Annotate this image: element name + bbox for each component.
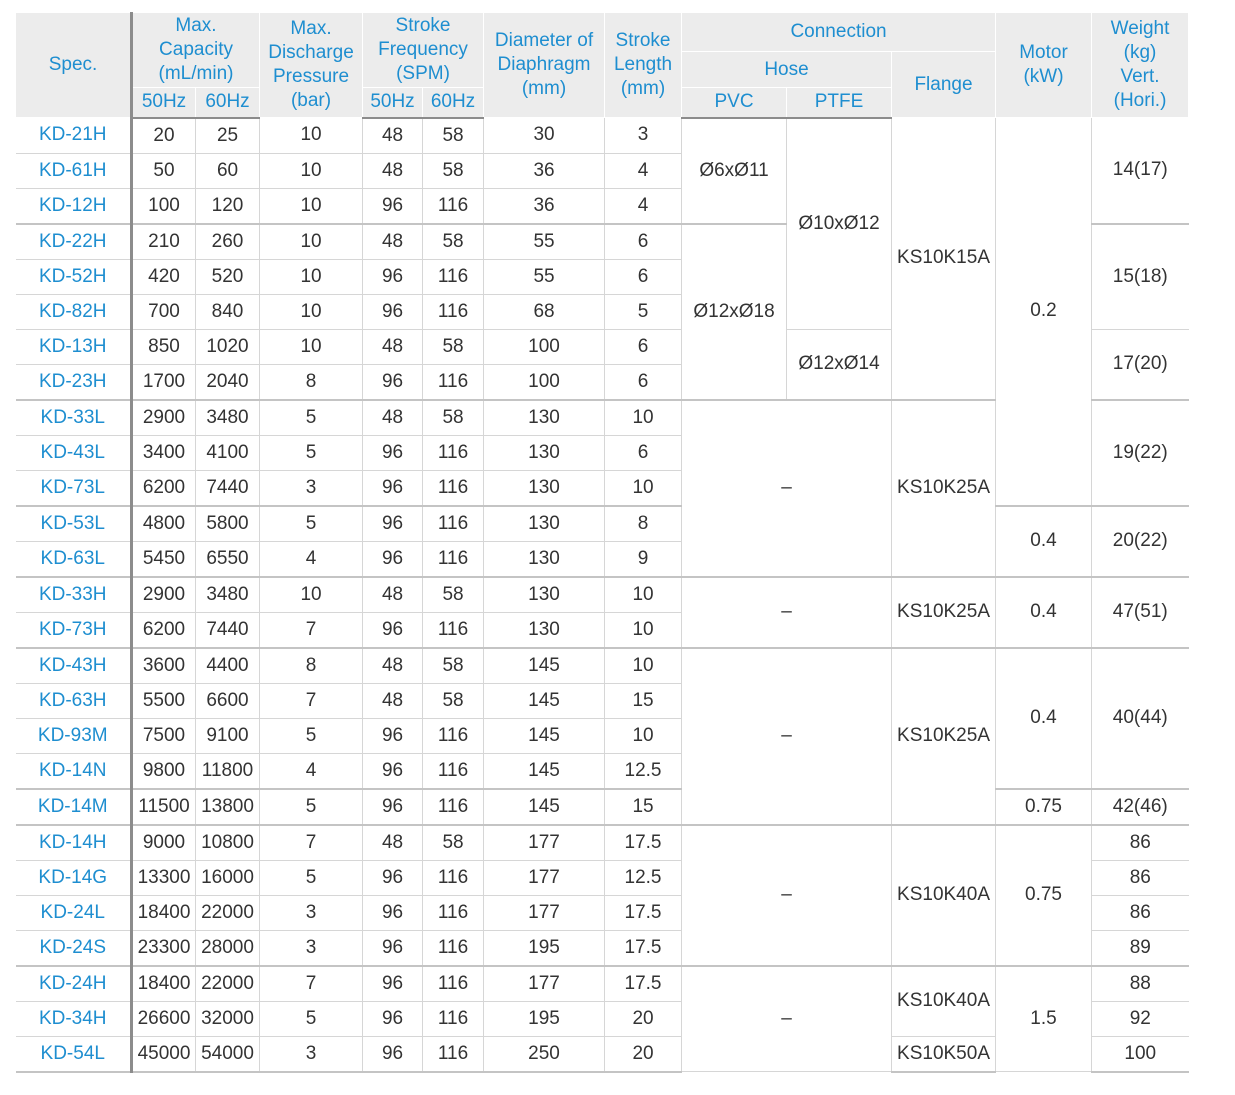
spm-60hz-cell: 116 xyxy=(423,541,484,577)
header-capacity: Max. Capacity (mL/min) xyxy=(132,13,260,88)
spm-50hz-cell: 96 xyxy=(363,541,423,577)
spm-50hz-cell: 96 xyxy=(363,789,423,825)
spm-60hz-cell: 116 xyxy=(423,718,484,753)
spec-cell: KD-63H xyxy=(16,683,132,718)
pressure-cell: 10 xyxy=(260,118,363,154)
spm-60hz-cell: 116 xyxy=(423,435,484,470)
header-capacity-60hz: 60Hz xyxy=(196,88,260,118)
flange-cell: KS10K25A xyxy=(892,577,996,648)
header-connection: Connection xyxy=(682,13,996,52)
flange-cell: KS10K50A xyxy=(892,1036,996,1072)
spm-50hz-cell: 96 xyxy=(363,259,423,294)
spec-cell: KD-43L xyxy=(16,435,132,470)
capacity-60hz-cell: 2040 xyxy=(196,364,260,400)
capacity-60hz-cell: 6600 xyxy=(196,683,260,718)
capacity-50hz-cell: 26600 xyxy=(132,1001,196,1036)
capacity-50hz-cell: 4800 xyxy=(132,506,196,542)
diameter-cell: 130 xyxy=(484,541,605,577)
capacity-60hz-cell: 840 xyxy=(196,294,260,329)
diameter-cell: 130 xyxy=(484,506,605,542)
motor-cell: 0.75 xyxy=(996,789,1092,825)
capacity-50hz-cell: 5500 xyxy=(132,683,196,718)
stroke-length-cell: 10 xyxy=(605,648,682,684)
spec-cell: KD-14M xyxy=(16,789,132,825)
spec-cell: KD-22H xyxy=(16,224,132,260)
capacity-60hz-cell: 5800 xyxy=(196,506,260,542)
stroke-length-cell: 4 xyxy=(605,153,682,188)
spm-60hz-cell: 116 xyxy=(423,860,484,895)
header-pvc: PVC xyxy=(682,88,787,118)
pressure-cell: 3 xyxy=(260,895,363,930)
diameter-cell: 30 xyxy=(484,118,605,154)
stroke-length-cell: 6 xyxy=(605,259,682,294)
spm-50hz-cell: 96 xyxy=(363,188,423,224)
stroke-length-cell: 10 xyxy=(605,718,682,753)
table-row xyxy=(16,825,1189,861)
capacity-50hz-cell: 11500 xyxy=(132,789,196,825)
spm-60hz-cell: 58 xyxy=(423,400,484,436)
stroke-length-cell: 10 xyxy=(605,400,682,436)
header-spm-50hz: 50Hz xyxy=(363,88,423,118)
table-row xyxy=(16,577,1189,613)
spec-cell: KD-14G xyxy=(16,860,132,895)
hose-full-cell: – xyxy=(682,400,892,577)
pressure-cell: 10 xyxy=(260,577,363,613)
spm-50hz-cell: 48 xyxy=(363,577,423,613)
header-hose: Hose xyxy=(682,52,892,88)
spm-60hz-cell: 58 xyxy=(423,224,484,260)
pressure-cell: 5 xyxy=(260,1001,363,1036)
pressure-cell: 10 xyxy=(260,224,363,260)
spec-cell: KD-61H xyxy=(16,153,132,188)
pressure-cell: 10 xyxy=(260,188,363,224)
spm-50hz-cell: 96 xyxy=(363,930,423,966)
spm-60hz-cell: 116 xyxy=(423,966,484,1002)
diameter-cell: 130 xyxy=(484,470,605,506)
spm-50hz-cell: 96 xyxy=(363,1036,423,1072)
capacity-50hz-cell: 6200 xyxy=(132,470,196,506)
capacity-50hz-cell: 23300 xyxy=(132,930,196,966)
pressure-cell: 3 xyxy=(260,470,363,506)
header-pressure: Max. Discharge Pressure (bar) xyxy=(260,13,363,118)
stroke-length-cell: 17.5 xyxy=(605,825,682,861)
spec-cell: KD-23H xyxy=(16,364,132,400)
ptfe-cell: Ø12xØ14 xyxy=(787,329,892,400)
motor-cell: 0.4 xyxy=(996,648,1092,789)
stroke-length-cell: 15 xyxy=(605,789,682,825)
weight-cell: 15(18) xyxy=(1092,224,1189,330)
diameter-cell: 145 xyxy=(484,753,605,789)
stroke-length-cell: 9 xyxy=(605,541,682,577)
capacity-60hz-cell: 6550 xyxy=(196,541,260,577)
flange-cell: KS10K25A xyxy=(892,400,996,577)
spec-cell: KD-54L xyxy=(16,1036,132,1072)
pressure-cell: 7 xyxy=(260,612,363,648)
weight-cell: 40(44) xyxy=(1092,648,1189,789)
header-capacity-50hz: 50Hz xyxy=(132,88,196,118)
spec-cell: KD-12H xyxy=(16,188,132,224)
stroke-length-cell: 10 xyxy=(605,470,682,506)
pressure-cell: 8 xyxy=(260,364,363,400)
motor-cell: 0.75 xyxy=(996,825,1092,966)
spec-cell: KD-14H xyxy=(16,825,132,861)
weight-cell: 100 xyxy=(1092,1036,1189,1072)
spm-50hz-cell: 48 xyxy=(363,400,423,436)
capacity-50hz-cell: 700 xyxy=(132,294,196,329)
capacity-50hz-cell: 9000 xyxy=(132,825,196,861)
spm-50hz-cell: 48 xyxy=(363,683,423,718)
spm-50hz-cell: 96 xyxy=(363,860,423,895)
capacity-60hz-cell: 10800 xyxy=(196,825,260,861)
spm-60hz-cell: 116 xyxy=(423,1001,484,1036)
capacity-50hz-cell: 7500 xyxy=(132,718,196,753)
spec-cell: KD-24H xyxy=(16,966,132,1002)
capacity-50hz-cell: 2900 xyxy=(132,577,196,613)
spm-60hz-cell: 58 xyxy=(423,825,484,861)
capacity-50hz-cell: 18400 xyxy=(132,895,196,930)
pressure-cell: 8 xyxy=(260,648,363,684)
spm-50hz-cell: 96 xyxy=(363,506,423,542)
header-diameter: Diameter of Diaphragm (mm) xyxy=(484,13,605,118)
spm-50hz-cell: 96 xyxy=(363,1001,423,1036)
capacity-60hz-cell: 3480 xyxy=(196,400,260,436)
capacity-60hz-cell: 9100 xyxy=(196,718,260,753)
spec-cell: KD-21H xyxy=(16,118,132,154)
weight-cell: 86 xyxy=(1092,895,1189,930)
capacity-50hz-cell: 13300 xyxy=(132,860,196,895)
capacity-60hz-cell: 11800 xyxy=(196,753,260,789)
capacity-50hz-cell: 850 xyxy=(132,329,196,364)
stroke-length-cell: 12.5 xyxy=(605,860,682,895)
weight-cell: 19(22) xyxy=(1092,400,1189,506)
stroke-length-cell: 10 xyxy=(605,612,682,648)
pressure-cell: 4 xyxy=(260,753,363,789)
motor-cell: 0.4 xyxy=(996,577,1092,648)
spec-cell: KD-73L xyxy=(16,470,132,506)
spec-cell: KD-24L xyxy=(16,895,132,930)
weight-cell: 86 xyxy=(1092,860,1189,895)
spm-50hz-cell: 48 xyxy=(363,224,423,260)
spm-60hz-cell: 116 xyxy=(423,259,484,294)
diameter-cell: 130 xyxy=(484,612,605,648)
diameter-cell: 145 xyxy=(484,789,605,825)
capacity-60hz-cell: 16000 xyxy=(196,860,260,895)
diameter-cell: 195 xyxy=(484,930,605,966)
spec-cell: KD-63L xyxy=(16,541,132,577)
diameter-cell: 195 xyxy=(484,1001,605,1036)
capacity-50hz-cell: 100 xyxy=(132,188,196,224)
capacity-50hz-cell: 1700 xyxy=(132,364,196,400)
pressure-cell: 3 xyxy=(260,930,363,966)
spm-60hz-cell: 58 xyxy=(423,153,484,188)
pressure-cell: 7 xyxy=(260,683,363,718)
spm-50hz-cell: 48 xyxy=(363,153,423,188)
capacity-60hz-cell: 22000 xyxy=(196,895,260,930)
weight-cell: 20(22) xyxy=(1092,506,1189,577)
spm-60hz-cell: 116 xyxy=(423,506,484,542)
spm-50hz-cell: 96 xyxy=(363,294,423,329)
stroke-length-cell: 17.5 xyxy=(605,930,682,966)
pressure-cell: 5 xyxy=(260,789,363,825)
hose-full-cell: – xyxy=(682,966,892,1072)
spec-cell: KD-13H xyxy=(16,329,132,364)
stroke-length-cell: 17.5 xyxy=(605,966,682,1002)
stroke-length-cell: 12.5 xyxy=(605,753,682,789)
spec-cell: KD-82H xyxy=(16,294,132,329)
spm-60hz-cell: 116 xyxy=(423,930,484,966)
stroke-length-cell: 5 xyxy=(605,294,682,329)
capacity-60hz-cell: 25 xyxy=(196,118,260,154)
pressure-cell: 4 xyxy=(260,541,363,577)
flange-cell: KS10K40A xyxy=(892,825,996,966)
spm-50hz-cell: 48 xyxy=(363,329,423,364)
header-weight: Weight (kg) Vert. (Hori.) xyxy=(1092,13,1189,118)
motor-cell: 0.2 xyxy=(996,118,1092,506)
diameter-cell: 177 xyxy=(484,825,605,861)
pressure-cell: 10 xyxy=(260,329,363,364)
capacity-60hz-cell: 7440 xyxy=(196,470,260,506)
spm-60hz-cell: 116 xyxy=(423,364,484,400)
diameter-cell: 145 xyxy=(484,683,605,718)
capacity-50hz-cell: 2900 xyxy=(132,400,196,436)
spm-50hz-cell: 48 xyxy=(363,118,423,154)
capacity-60hz-cell: 4100 xyxy=(196,435,260,470)
spec-cell: KD-53L xyxy=(16,506,132,542)
diameter-cell: 177 xyxy=(484,860,605,895)
diameter-cell: 55 xyxy=(484,224,605,260)
capacity-50hz-cell: 18400 xyxy=(132,966,196,1002)
capacity-60hz-cell: 520 xyxy=(196,259,260,294)
spm-60hz-cell: 116 xyxy=(423,753,484,789)
header-spec: Spec. xyxy=(16,13,132,118)
capacity-50hz-cell: 20 xyxy=(132,118,196,154)
capacity-50hz-cell: 6200 xyxy=(132,612,196,648)
diameter-cell: 130 xyxy=(484,435,605,470)
spm-60hz-cell: 116 xyxy=(423,470,484,506)
spm-60hz-cell: 116 xyxy=(423,1036,484,1072)
spm-50hz-cell: 96 xyxy=(363,966,423,1002)
capacity-50hz-cell: 420 xyxy=(132,259,196,294)
capacity-50hz-cell: 5450 xyxy=(132,541,196,577)
header-stroke-length: Stroke Length (mm) xyxy=(605,13,682,118)
capacity-50hz-cell: 50 xyxy=(132,153,196,188)
weight-cell: 14(17) xyxy=(1092,118,1189,224)
stroke-length-cell: 8 xyxy=(605,506,682,542)
stroke-length-cell: 20 xyxy=(605,1001,682,1036)
diameter-cell: 68 xyxy=(484,294,605,329)
pressure-cell: 5 xyxy=(260,435,363,470)
pressure-cell: 3 xyxy=(260,1036,363,1072)
stroke-length-cell: 6 xyxy=(605,435,682,470)
capacity-50hz-cell: 9800 xyxy=(132,753,196,789)
diameter-cell: 177 xyxy=(484,966,605,1002)
header-motor: Motor (kW) xyxy=(996,13,1092,118)
stroke-length-cell: 20 xyxy=(605,1036,682,1072)
weight-cell: 88 xyxy=(1092,966,1189,1002)
stroke-length-cell: 6 xyxy=(605,364,682,400)
spec-cell: KD-24S xyxy=(16,930,132,966)
table-row xyxy=(16,506,1189,542)
spec-cell: KD-52H xyxy=(16,259,132,294)
capacity-60hz-cell: 28000 xyxy=(196,930,260,966)
spm-60hz-cell: 58 xyxy=(423,118,484,154)
header-ptfe: PTFE xyxy=(787,88,892,118)
pvc-cell: Ø6xØ11 xyxy=(682,118,787,224)
spm-50hz-cell: 96 xyxy=(363,470,423,506)
spm-60hz-cell: 58 xyxy=(423,329,484,364)
spm-50hz-cell: 96 xyxy=(363,364,423,400)
spm-50hz-cell: 48 xyxy=(363,825,423,861)
pressure-cell: 5 xyxy=(260,400,363,436)
capacity-60hz-cell: 260 xyxy=(196,224,260,260)
capacity-60hz-cell: 22000 xyxy=(196,966,260,1002)
header-stroke-frequency: Stroke Frequency (SPM) xyxy=(363,13,484,88)
stroke-length-cell: 17.5 xyxy=(605,895,682,930)
spm-60hz-cell: 58 xyxy=(423,683,484,718)
pvc-cell: Ø12xØ18 xyxy=(682,224,787,400)
stroke-length-cell: 6 xyxy=(605,329,682,364)
spm-60hz-cell: 116 xyxy=(423,188,484,224)
table-row xyxy=(16,966,1189,1002)
capacity-60hz-cell: 4400 xyxy=(196,648,260,684)
flange-cell: KS10K15A xyxy=(892,118,996,400)
weight-cell: 89 xyxy=(1092,930,1189,966)
weight-cell: 86 xyxy=(1092,825,1189,861)
diameter-cell: 100 xyxy=(484,329,605,364)
diameter-cell: 145 xyxy=(484,648,605,684)
capacity-60hz-cell: 7440 xyxy=(196,612,260,648)
diameter-cell: 250 xyxy=(484,1036,605,1072)
pressure-cell: 5 xyxy=(260,718,363,753)
pressure-cell: 5 xyxy=(260,506,363,542)
spm-50hz-cell: 96 xyxy=(363,612,423,648)
diameter-cell: 130 xyxy=(484,577,605,613)
diameter-cell: 36 xyxy=(484,153,605,188)
spm-60hz-cell: 116 xyxy=(423,294,484,329)
diameter-cell: 55 xyxy=(484,259,605,294)
pressure-cell: 10 xyxy=(260,153,363,188)
ptfe-cell: Ø10xØ12 xyxy=(787,118,892,330)
flange-cell: KS10K40A xyxy=(892,966,996,1037)
pressure-cell: 10 xyxy=(260,259,363,294)
weight-cell: 17(20) xyxy=(1092,329,1189,400)
table-row xyxy=(16,118,1189,154)
spec-cell: KD-33H xyxy=(16,577,132,613)
flange-cell: KS10K25A xyxy=(892,648,996,825)
diameter-cell: 145 xyxy=(484,718,605,753)
stroke-length-cell: 6 xyxy=(605,224,682,260)
capacity-50hz-cell: 3400 xyxy=(132,435,196,470)
spm-50hz-cell: 96 xyxy=(363,753,423,789)
capacity-60hz-cell: 1020 xyxy=(196,329,260,364)
header-flange: Flange xyxy=(892,52,996,118)
capacity-50hz-cell: 45000 xyxy=(132,1036,196,1072)
diameter-cell: 36 xyxy=(484,188,605,224)
stroke-length-cell: 15 xyxy=(605,683,682,718)
spm-60hz-cell: 116 xyxy=(423,612,484,648)
capacity-60hz-cell: 13800 xyxy=(196,789,260,825)
hose-full-cell: – xyxy=(682,825,892,966)
stroke-length-cell: 3 xyxy=(605,118,682,154)
diameter-cell: 130 xyxy=(484,400,605,436)
capacity-60hz-cell: 3480 xyxy=(196,577,260,613)
capacity-50hz-cell: 210 xyxy=(132,224,196,260)
stroke-length-cell: 10 xyxy=(605,577,682,613)
spm-50hz-cell: 96 xyxy=(363,895,423,930)
pressure-cell: 7 xyxy=(260,966,363,1002)
hose-full-cell: – xyxy=(682,648,892,825)
spm-60hz-cell: 116 xyxy=(423,789,484,825)
stroke-length-cell: 4 xyxy=(605,188,682,224)
motor-cell: 0.4 xyxy=(996,506,1092,577)
header-spm-60hz: 60Hz xyxy=(423,88,484,118)
spm-50hz-cell: 48 xyxy=(363,648,423,684)
diameter-cell: 177 xyxy=(484,895,605,930)
weight-cell: 92 xyxy=(1092,1001,1189,1036)
spec-table-body xyxy=(16,118,1189,1072)
spec-cell: KD-34H xyxy=(16,1001,132,1036)
pressure-cell: 10 xyxy=(260,294,363,329)
spec-cell: KD-73H xyxy=(16,612,132,648)
spm-50hz-cell: 96 xyxy=(363,718,423,753)
hose-full-cell: – xyxy=(682,577,892,648)
weight-cell: 47(51) xyxy=(1092,577,1189,648)
capacity-50hz-cell: 3600 xyxy=(132,648,196,684)
spm-60hz-cell: 58 xyxy=(423,577,484,613)
spec-cell: KD-33L xyxy=(16,400,132,436)
spec-cell: KD-14N xyxy=(16,753,132,789)
pressure-cell: 5 xyxy=(260,860,363,895)
spec-cell: KD-93M xyxy=(16,718,132,753)
weight-cell: 42(46) xyxy=(1092,789,1189,825)
pressure-cell: 7 xyxy=(260,825,363,861)
motor-cell: 1.5 xyxy=(996,966,1092,1072)
diameter-cell: 100 xyxy=(484,364,605,400)
capacity-60hz-cell: 54000 xyxy=(196,1036,260,1072)
table-row xyxy=(16,789,1189,825)
spec-cell: KD-43H xyxy=(16,648,132,684)
spm-60hz-cell: 116 xyxy=(423,895,484,930)
spm-60hz-cell: 58 xyxy=(423,648,484,684)
spm-50hz-cell: 96 xyxy=(363,435,423,470)
table-row xyxy=(16,648,1189,684)
capacity-60hz-cell: 60 xyxy=(196,153,260,188)
spec-table xyxy=(15,12,1189,1073)
capacity-60hz-cell: 120 xyxy=(196,188,260,224)
capacity-60hz-cell: 32000 xyxy=(196,1001,260,1036)
